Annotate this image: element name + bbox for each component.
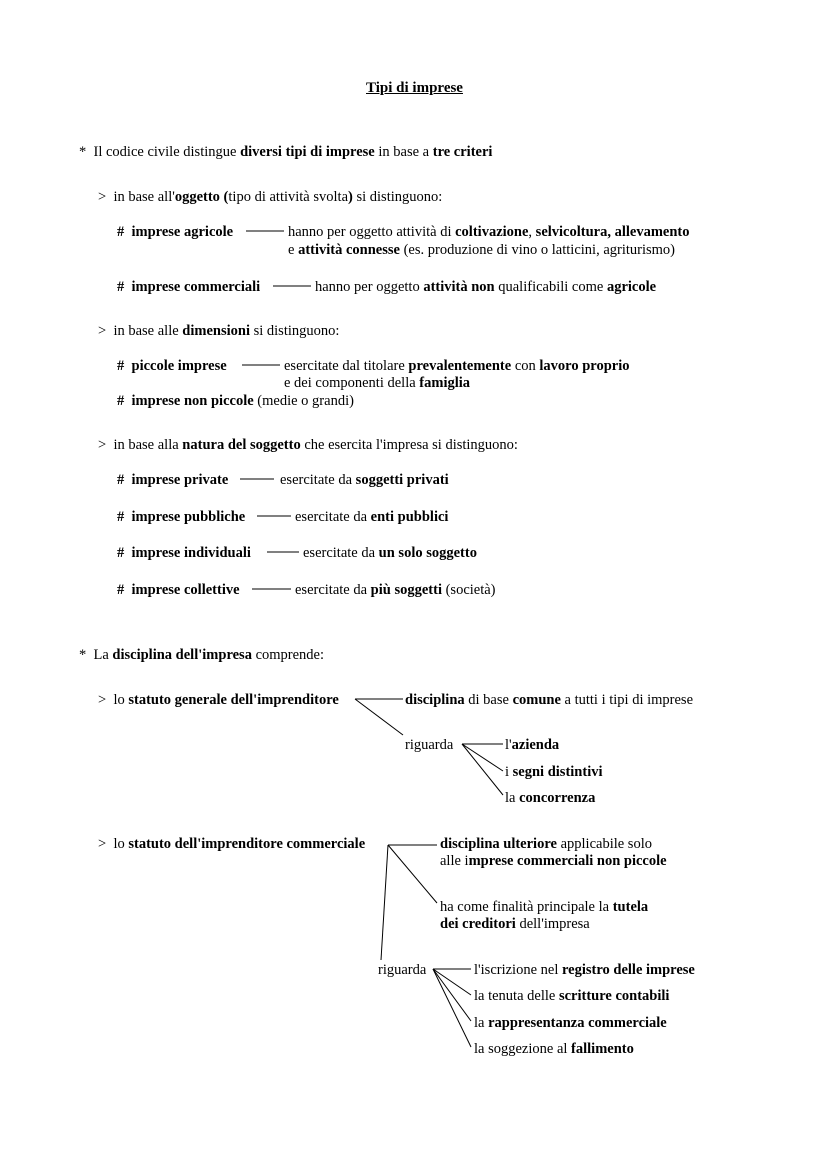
riguarda-fallimento: la soggezione al fallimento	[474, 1041, 634, 1057]
riguarda-segni-distintivi: i segni distintivi	[505, 764, 603, 780]
riguarda-scritture-contabili: la tenuta delle scritture contabili	[474, 988, 670, 1004]
statuto-commerciale-riguarda: riguarda	[378, 962, 427, 978]
item-imprese-agricole-desc-2: e attività connesse (es. produzione di vino o latticini, agriturismo)	[288, 242, 675, 258]
item-piccole-imprese-desc-2: e dei componenti della famiglia	[284, 375, 471, 391]
arrow-marker: >	[98, 323, 107, 339]
item-piccole-imprese-desc-1: esercitate dal titolare prevalentemente con lavoro proprio	[284, 358, 630, 374]
hash-marker: #	[117, 545, 125, 561]
item-imprese-collettive-label: # imprese collettive	[117, 582, 240, 598]
hash-marker: #	[117, 279, 125, 295]
hash-marker: #	[117, 509, 125, 525]
statuto-generale-label: > lo statuto generale dell'imprenditore	[98, 692, 339, 708]
hash-marker: #	[117, 582, 125, 598]
statuto-commerciale-label: > lo statuto dell'imprenditore commerciale	[98, 836, 366, 852]
riguarda-rappresentanza-commerciale: la rappresentanza commerciale	[474, 1015, 667, 1031]
item-imprese-collettive-desc: esercitate da più soggetti (società)	[295, 582, 496, 598]
item-imprese-commerciali-label: # imprese commerciali	[117, 279, 261, 295]
branch-commerciale-trunk	[381, 845, 388, 960]
hash-marker: #	[117, 224, 125, 240]
riguarda-registro-imprese: l'iscrizione nel registro delle imprese	[474, 962, 695, 978]
item-imprese-commerciali-desc: hanno per oggetto attività non qualificabili come agricole	[315, 279, 657, 295]
statuto-generale-riguarda: riguarda	[405, 737, 454, 753]
criterion-dimensioni: > in base alle dimensioni si distinguono:	[98, 323, 340, 339]
item-imprese-pubbliche-desc: esercitate da enti pubblici	[295, 509, 449, 525]
riguarda-azienda: l'azienda	[505, 737, 560, 753]
arrow-marker: >	[98, 692, 107, 708]
branch-commerciale-finalita	[388, 845, 437, 903]
item-imprese-agricole-label: # imprese agricole	[117, 224, 234, 240]
arrow-marker: >	[98, 836, 107, 852]
item-imprese-private-label: # imprese private	[117, 472, 229, 488]
branch-scritture	[433, 969, 471, 995]
hash-marker: #	[117, 358, 125, 374]
branch-segni	[462, 744, 503, 771]
criterion-natura-soggetto: > in base alla natura del soggetto che esercita l'impresa si distinguono:	[98, 437, 518, 453]
section-1-intro: * Il codice civile distingue diversi tipi di imprese in base a tre criteri	[79, 144, 493, 160]
item-imprese-individuali-label: # imprese individuali	[117, 545, 251, 561]
statuto-commerciale-disciplina-2: alle imprese commerciali non piccole	[440, 853, 667, 869]
item-piccole-imprese-label: # piccole imprese	[117, 358, 227, 374]
page-title: Tipi di imprese	[366, 80, 463, 96]
bullet-star: *	[79, 144, 87, 160]
section-2-intro: * La disciplina dell'impresa comprende:	[79, 647, 325, 663]
branch-generale-riguarda	[355, 699, 403, 735]
item-imprese-pubbliche-label: # imprese pubbliche	[117, 509, 246, 525]
hash-marker: #	[117, 472, 125, 488]
item-imprese-individuali-desc: esercitate da un solo soggetto	[303, 545, 477, 561]
hash-marker: #	[117, 393, 125, 409]
item-imprese-non-piccole: # imprese non piccole (medie o grandi)	[117, 393, 354, 409]
item-imprese-private-desc: esercitate da soggetti privati	[280, 472, 449, 488]
branch-rappresentanza	[433, 969, 471, 1021]
statuto-commerciale-finalita-1: ha come finalità principale la tutela	[440, 899, 649, 915]
criterion-oggetto: > in base all'oggetto (tipo di attività svolta) si distinguono:	[98, 189, 443, 205]
arrow-marker: >	[98, 189, 107, 205]
bullet-star: *	[79, 647, 87, 663]
statuto-commerciale-disciplina-1: disciplina ulteriore applicabile solo	[440, 836, 652, 852]
arrow-marker: >	[98, 437, 107, 453]
riguarda-concorrenza: la concorrenza	[505, 790, 596, 806]
statuto-commerciale-finalita-2: dei creditori dell'impresa	[440, 916, 590, 932]
branch-fallimento	[433, 969, 471, 1047]
branch-concorrenza	[462, 744, 503, 795]
statuto-generale-disciplina: disciplina di base comune a tutti i tipi di imprese	[405, 692, 693, 708]
item-imprese-agricole-desc-1: hanno per oggetto attività di coltivazione, selvicoltura, allevamento	[288, 224, 690, 240]
